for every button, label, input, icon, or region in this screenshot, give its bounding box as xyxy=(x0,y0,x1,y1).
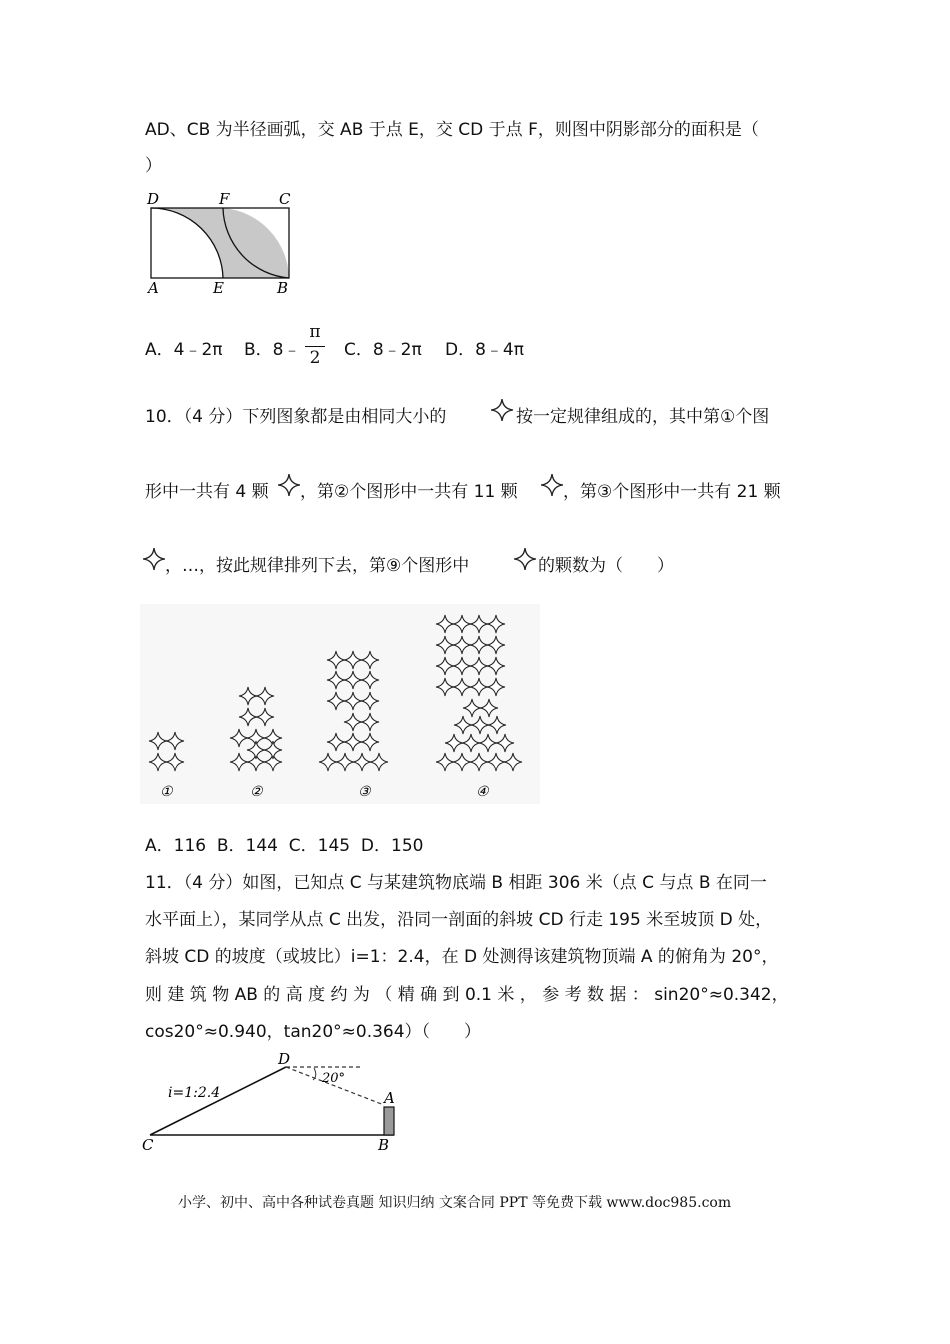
q10-text-line2a: 形中一共有 4 颗 xyxy=(145,482,269,502)
q9-label-F: F xyxy=(219,190,230,208)
q10-figure-label-1: ① xyxy=(160,784,173,800)
page-footer: 小学、初中、高中各种试卷真题 知识归纳 文案合同 PPT 等免费下载 www.doc985.com xyxy=(178,1195,732,1211)
q11-building xyxy=(384,1107,394,1135)
q11-text-line5: cos20°≈0.940，tan20°≈0.364）（ ） xyxy=(145,1022,482,1042)
q11-slope-label: i=1:2.4 xyxy=(168,1085,221,1101)
q9-text-line1: AD、CB 为半径画弧，交 AB 于点 E，交 CD 于点 F，则图中阴影部分的面积是（ xyxy=(145,120,759,140)
q9-option-a: A．4﹣2π xyxy=(145,340,223,360)
q9-label-C: C xyxy=(279,190,291,208)
q9-option-d: D．8﹣4π xyxy=(445,340,524,360)
q11-text-line2: 水平面上），某同学从点 C 出发，沿同一剖面的斜坡 CD 行走 195 米至坡顶 D 处， xyxy=(145,910,773,930)
star-icon xyxy=(143,548,165,570)
q11-label-A: A xyxy=(384,1089,395,1107)
star-icon xyxy=(278,474,300,496)
q10-figure-label-3: ③ xyxy=(358,784,371,800)
q10-text-line3a: ，…，按此规律排列下去，第⑨个图形中 xyxy=(165,556,470,576)
star-icon xyxy=(514,548,536,570)
q11-label-D: D xyxy=(278,1052,291,1068)
q9-option-b-fraction-bar xyxy=(305,346,325,347)
q9-option-b-prefix: B．8﹣ xyxy=(244,340,301,360)
q11-label-B: B xyxy=(378,1136,390,1152)
q11-text-line1: 11．（4 分）如图，已知点 C 与某建筑物底端 B 相距 306 米（点 C 与点 B 在同一 xyxy=(145,873,767,893)
q11-text-line3: 斜坡 CD 的坡度（或坡比）i=1：2.4，在 D 处测得该建筑物顶端 A 的俯角为 20°， xyxy=(145,947,779,967)
q11-text-line4: 则 建 筑 物 AB 的 高 度 约 为 （ 精 确 到 0.1 米 ， 参 考 数 据 ： sin20°≈0.342， xyxy=(145,985,789,1005)
q10-text-line2b: ，第②个图形中一共有 11 颗 xyxy=(300,482,518,502)
q9-label-B: B xyxy=(277,279,289,297)
q9-shaded-region xyxy=(151,208,289,278)
q11-label-C: C xyxy=(142,1136,154,1152)
q9-option-c: C．8﹣2π xyxy=(344,340,422,360)
q10-text-line2c: ，第③个图形中一共有 21 颗 xyxy=(563,482,781,502)
q10-figure-label-2: ② xyxy=(250,784,263,800)
q9-label-A: A xyxy=(148,279,159,297)
q9-option-b-denominator: 2 xyxy=(309,348,321,368)
q10-options: A．116 B．144 C．145 D．150 xyxy=(145,836,424,856)
q11-slope-figure xyxy=(138,1052,398,1152)
q10-text-line1a: 10．（4 分）下列图象都是由相同大小的 xyxy=(145,407,447,427)
q10-figure-label-4: ④ xyxy=(476,784,489,800)
q10-star-pattern-figure xyxy=(140,604,540,804)
q11-angle-label: 20° xyxy=(322,1071,346,1086)
q9-option-b-numerator: π xyxy=(309,322,321,342)
star-icon xyxy=(541,474,563,496)
q9-rectangle-figure xyxy=(143,188,313,298)
q9-label-E: E xyxy=(213,279,224,297)
q10-text-line3b: 的颗数为（ ） xyxy=(538,556,674,576)
star-icon xyxy=(491,399,513,421)
q10-text-line1b: 按一定规律组成的，其中第①个图 xyxy=(516,407,770,427)
q9-label-D: D xyxy=(147,190,160,208)
q9-text-line2: ） xyxy=(145,156,162,176)
